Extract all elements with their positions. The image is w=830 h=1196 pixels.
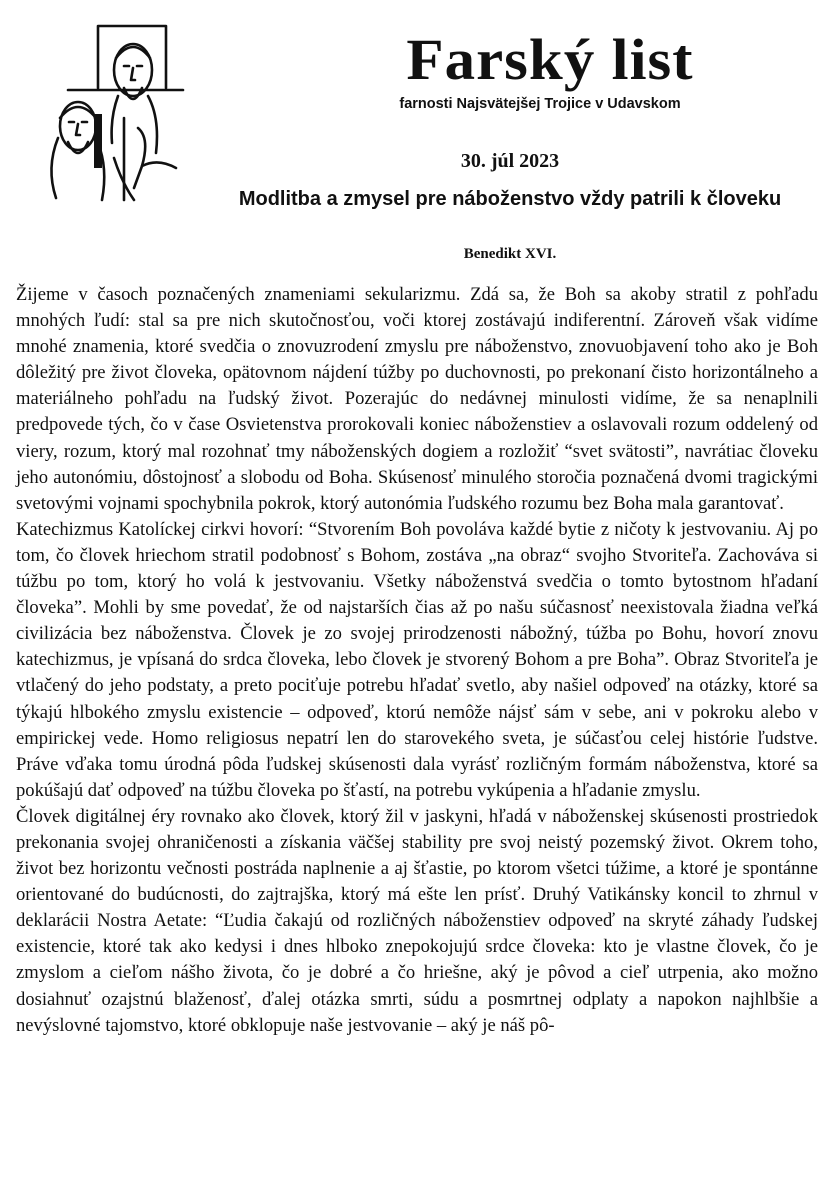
masthead-title: Farský list — [406, 27, 694, 92]
article-paragraph: Katechizmus Katolíckej cirkvi hovorí: “Stvorením Boh povoláva každé bytie z ničoty k jestvovaniu. Aj po tom, čo človek hriechom stratil podobnosť s Bohom, zostáva „na obraz“ svojho Stvoriteľa. Zachováva si túžbu po tom, ktorý ho volá k jestvovaniu. Všetky náboženstvá svedčia o tomto bytostnom hľadaní človeka”. Mohli by sme povedať, že od najstarších čias až po našu súčasnosť neexistovala žiadna veľká civilizácia bez náboženstva. Človek je zo svojej prirodzenosti nábožný, túžba po Bohu, hovorí znovu katechizmus, je vpísaná do srdca človeka, lebo človek je stvorený Bohom a pre Boha”. Obraz Stvoriteľa je vtlačený do jeho podstaty, a preto pociťuje potrebu hľadať svetlo, aby našiel odpoveď na otázky, ktoré sa týkajú hlbokého zmyslu existencie – odpoveď, ktorú nemôže nájsť sám v sebe, ani v pokroku alebo v empirickej vede. Homo religiosus nepatrí len do starovekého sveta, je súčasťou celej histórie ľudstve. Práve vďaka tomu úrodná pôda ľudskej skúsenosti dala vyrásť rozličným formám náboženstva, ktoré sa pokúšajú dať odpoveď na túžbu človeka po šťastí, na potrebu vykúpenia a hľadanie zmyslu. — [16, 518, 818, 801]
article-body — [16, 282, 818, 1039]
article-author: Benedikt XVI. — [463, 246, 557, 262]
masthead-subtitle: farnosti Najsvätejšej Trojice v Udavskom — [399, 96, 681, 112]
masthead — [300, 27, 800, 112]
article-paragraph: Žijeme v časoch poznačených znameniami sekularizmu. Zdá sa, že Boh sa akoby stratil z pohľadu mnohých ľudí: stal sa pre nich skutočnosťou, voči ktorej zostávajú indiferentní. Zároveň však vidíme mnohé znamenia, ktoré svedčia o znovuzrodení zmyslu pre náboženstvo, znovuobjavení toho ako je Boh dôležitý pre život človeka, opätovnom nájdení túžby po duchovnosti, po prekonaní čisto horizontálneho a materiálneho pohľadu na ľudský život. Pozerajúc do nedávnej minulosti vidíme, že sa nenaplnili predpovede tých, čo v čase Osvietenstva prorokovali koniec náboženstiev a oslavovali rozum oddelený od viery, rozum, ktorý mal rozohnať tmy náboženských dogiem a rozložiť “svet svätosti”, navrátiac človeku jeho autonómiu, dôstojnosť a slobodu od Boha. Skúsenosť minulého storočia poznačená dvomi tragickými svetovými vojnami spochybnila pokrok, ktorý autonómia ľudského rozumu bez Boha mala garantovať. — [16, 284, 818, 514]
issue-date: 30. júl 2023 — [460, 150, 560, 172]
article-paragraph: Človek digitálnej éry rovnako ako človek, ktorý žil v jaskyni, hľadá v náboženskej skúsenosti prostriedok prekonania svojej ohraničenosti a získania väčšej stability pre svoj neistý pozemský život. Okrem toho, život bez horizontu večnosti postráda naplnenie a aj šťastie, po ktorom všetci túžime, a ktoré je spontánne orientované do budúcnosti, do zajtrajška, ktorý má ešte len prísť. Druhý Vatikánsky koncil to zhrnul v deklarácii Nostra Aetate: “Ľudia čakajú od rozličných náboženstiev odpoveď na skryté záhady ľudskej existencie, ktoré tak ako kedysi i dnes hlboko znepokojujú srdce človeka: kto je vlastne človek, čo je zmyslom a cieľom nášho života, čo je dobré a čo hriešne, aký je pôvod a cieľ utrpenia, ako možno dosiahnuť ozajstnú blaženosť, ďalej otázka smrti, súdu a posmrtnej odplaty a napokon najhlbšie a nevýslovné tajomstvo, ktoré obklopuje naše jestvovanie – aký je náš pô- — [16, 805, 818, 1036]
article-title: Modlitba a zmysel pre náboženstvo vždy patrili k človeku — [238, 188, 782, 210]
trinity-logo — [38, 18, 188, 203]
